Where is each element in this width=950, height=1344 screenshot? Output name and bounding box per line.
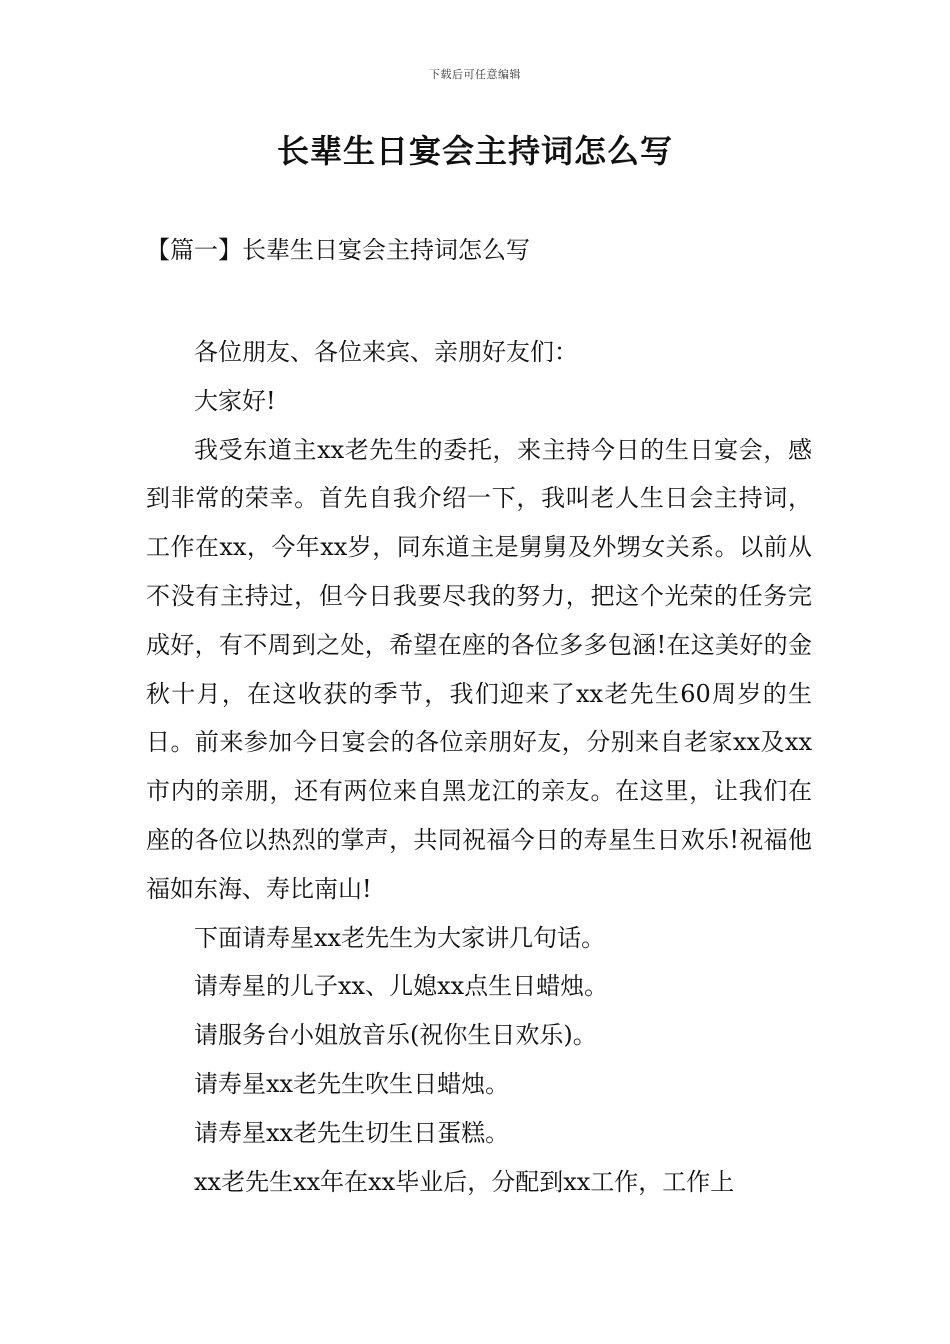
paragraph-salutation: 各位朋友、各位来宾、亲朋好友们： bbox=[194, 338, 578, 366]
body-text bbox=[146, 328, 812, 1206]
paragraph-music: 请服务台小姐放音乐(祝你生日欢乐)。 bbox=[194, 1021, 597, 1050]
paragraph-cut-cake: 请寿星xx老先生切生日蛋糕。 bbox=[194, 1118, 510, 1147]
paragraph-introduction: 我受东道主xx老先生的委托，来主持今日的生日宴会，感到非常的荣幸。首先自我介绍一下，我叫老人生日会主持词，工作在xx，今年xx岁，同东道主是舅舅及外甥女关系。以前从不没有主持过，但今日我要尽我的努力，把这个光荣的任务完成好，有不周到之处，希望在座的各位多多包涵!在这美好的金秋十月，在这收获的季节，我们迎来了xx老先生60周岁的生日。前来参加今日宴会的各位亲朋好友，分别来自老家xx及xx市内的亲朋，还有两位来自黑龙江的亲友。在这里，让我们在座的各位以热烈的掌声，共同祝福今日的寿星生日欢乐!祝福他福如东海、寿比南山! bbox=[146, 435, 812, 903]
paragraph-career: xx老先生xx年在xx毕业后，分配到xx工作，工作上 bbox=[194, 1167, 735, 1196]
header-note: 下载后可任意编辑 bbox=[429, 68, 521, 81]
paragraph-greeting: 大家好! bbox=[194, 386, 276, 415]
document-title: 长辈生日宴会主持词怎么写 bbox=[276, 132, 673, 170]
section-heading: 【篇一】长辈生日宴会主持词怎么写 bbox=[146, 236, 530, 264]
paragraph-speech: 下面请寿星xx老先生为大家讲几句话。 bbox=[194, 923, 606, 952]
paragraph-candles: 请寿星的儿子xx、儿媳xx点生日蜡烛。 bbox=[194, 972, 609, 1001]
paragraph-blow-candles: 请寿星xx老先生吹生日蜡烛。 bbox=[194, 1069, 510, 1098]
